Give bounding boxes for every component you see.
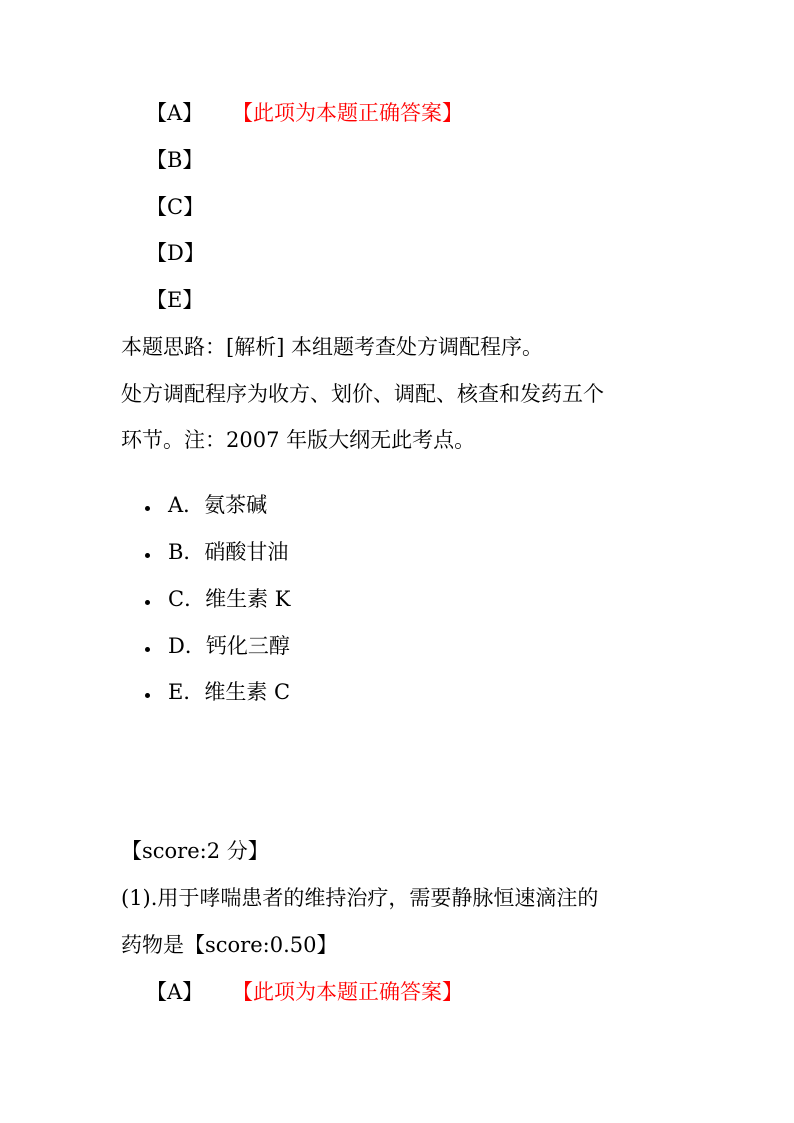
choice-item-d: D．钙化三醇	[168, 634, 290, 658]
correct-answer-mark: 【此项为本题正确答案】	[232, 101, 463, 125]
option-a-label: 【A】	[146, 980, 204, 1004]
question-stem-line-2: 药物是【score:0.50】	[121, 933, 338, 957]
choice-item-c: C．维生素 K	[168, 587, 291, 611]
bullet-icon	[145, 506, 150, 511]
option-c-label: 【C】	[146, 195, 205, 219]
option-b-label: 【B】	[146, 148, 204, 172]
choice-item-e: E．维生素 C	[168, 680, 291, 704]
bullet-icon	[145, 647, 150, 652]
option-a-label: 【A】	[146, 101, 204, 125]
option-e-label: 【E】	[146, 288, 204, 312]
bullet-icon	[145, 600, 150, 605]
analysis-line-2: 处方调配程序为收方、划价、调配、核查和发药五个	[121, 382, 604, 406]
analysis-line-1: 本题思路：[解析] 本组题考查处方调配程序。	[121, 335, 544, 359]
bullet-icon	[145, 693, 150, 698]
score-label: 【score:2 分】	[121, 839, 269, 863]
question-stem-line-1: (1).用于哮喘患者的维持治疗，需要静脉恒速滴注的	[121, 886, 599, 910]
option-d-label: 【D】	[146, 241, 205, 265]
choice-item-b: B．硝酸甘油	[168, 540, 289, 564]
analysis-line-3: 环节。注：2007 年版大纲无此考点。	[121, 428, 476, 452]
correct-answer-mark: 【此项为本题正确答案】	[232, 980, 463, 1004]
choice-item-a: A．氨茶碱	[168, 493, 268, 517]
bullet-icon	[145, 553, 150, 558]
